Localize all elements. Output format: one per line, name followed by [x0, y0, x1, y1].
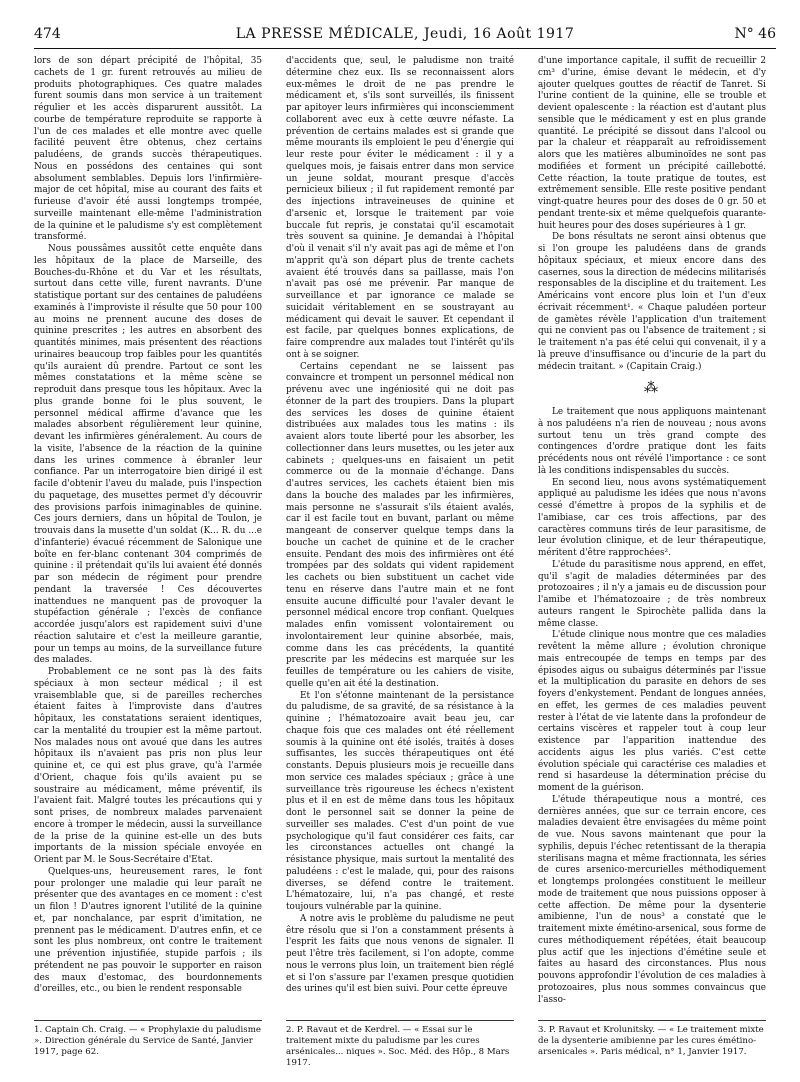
paragraph: A notre avis le problème du paludisme ne peut être résolu que si l'on a constamment présents à l'esprit les faits que nous venons de signaler. Il peut l'être très facilement, si l'on adopte, comme nous le verrons plus loin, un traitement bien réglé et si l'on s'assure par l'examen presque quotidien des urines qu'il est bien suivi. Pour cette épreuve: [286, 913, 514, 995]
paragraph: L'étude du parasitisme nous apprend, en effet, qu'il s'agit de maladies déterminées par des protozoaires ; il n'y a jamais eu de discussion pour l'amibe et l'hématozoaire ; de très nombreux auteurs rangent le Spirochète pallida dans la même classe.: [538, 559, 766, 629]
paragraph: d'une importance capitale, il suffit de recueillir 2 cm³ d'urine, émise devant le médecin, et d'y ajouter quelques gouttes de réactif de Tanret. Si l'urine contient de la quinine, elle se trouble et devient opalescente : la réaction est d'autant plus sensible que le médicament y est en plus grande quantité. Le précipité se dissout dans l'alcool ou par la chaleur et réapparaît au refroidissement alors que les matières albuminoïdes ne sont pas modifiées et forment un précipité caillebotté. Cette réaction, la toute pratique de toutes, est extrêmement sensible. Elle reste positive pendant vingt-quatre heures pour des doses de 0 gr. 50 et pendant trente-six et même quelquefois quarante-huit heures pour des doses supérieures à 1 gr.: [538, 56, 766, 231]
paragraph: Nous poussâmes aussitôt cette enquête dans les hôpitaux de la place de Marseille, des Bouches-du-Rhône et du Var et les résultats, surtout dans cette ville, furent navrants. D'une statistique portant sur des centaines de paludéens examinés à l'improviste il résulte que 50 pour 100 au moins ne prennent aucune des doses de quinine prescrites ; les autres en absorbent des quantités minimes, mais présentent des réactions urinaires beaucoup trop faibles pour les quantités qu'ils auraient dû prendre. Partout ce sont les mêmes constatations et la même scène se reproduit dans presque tous les hôpitaux. Avec la plus grande bonne foi le plus souvent, le personnel médical affirme d'avance que les malades absorbent régulièrement leur quinine, devant les infirmières généralement. Au cours de la visite, l'absence de la réaction de la quinine dans les urines commence à ébranler leur confiance. Par un interrogatoire bien dirigé il est facile d'obtenir l'aveu du malade, puis l'inspection du paquetage, des musettes permet d'y découvrir des provisions parfois inimaginables de quinine. Ces jours derniers, dans un hôpital de Toulon, je trouvais dans la musette d'un soldat (K... R. du ...e d'infanterie) évacué récemment de Salonique une boîte en fer-blanc contenant 304 comprimés de quinine : il prétendait qu'ils lui avaient été donnés par son médecin de régiment pour prendre pendant la traversée ! Ces découvertes inattendues ne manquent pas de provoquer la stupéfaction générale ; l'excès de confiance accordée jusqu'alors est rapidement suivi d'une réaction salutaire et c'est la meilleure garantie, pour un temps au moins, de la surveillance future des malades.: [34, 244, 262, 666]
page-number: 474: [34, 26, 61, 42]
section-separator: ⁂: [644, 380, 660, 397]
running-header: [34, 22, 776, 49]
paragraph: En second lieu, nous avons systématiquement appliqué au paludisme les idées que nous n'avons cessé d'émettre à propos de la syphilis et de l'amibiase, car ces trois affections, par des caractères communs tirés de leur parasitisme, de leur évolution clinique, et de leur thérapeutique, méritent d'être rapprochées².: [538, 477, 766, 558]
footnote-3: 3. P. Ravaut et Krolunitsky. — « Le traitement mixte de la dysenterie amibienne par les cures émétino-arsenicales ». Paris médical, n° 1, Janvier 1917.: [538, 1020, 766, 1058]
paragraph: lors de son départ précipité de l'hôpital, 35 cachets de 1 gr. furent retrouvés au milieu de produits photographiques. Ces quatre malades furent soumis dans mon service à un traitement régulier et les accès disparurent aussitôt. La courbe de température reproduite se rapporte à l'un de ces malades et elle montre avec quelle facilité peuvent être obtenus, chez certains paludéens, de grands succès thérapeutiques. Nous en possédons des centaines qui sont absolument semblables. Depuis lors l'infirmière-major de cet hôpital, mise au courant des faits et furieuse d'avoir été aussi longtemps trompée, surveille maintenant elle-même l'administration de la quinine et le paludisme s'y est complètement transformé.: [34, 56, 262, 243]
paragraph: L'étude thérapeutique nous a montré, ces dernières années, que sur ce terrain encore, ces maladies devaient être envisagées du même point de vue. Nous savons maintenant que pour la syphilis, depuis l'échec retentissant de la therapia sterilisans magna et même fractionnata, les séries de cures arsenico-mercurielles méthodiquement et longtemps prolongées constituent le meilleur mode de traitement que nous puissions opposer à cette affection. De même pour la dysenterie amibienne, l'un de nous³ a constaté que le traitement mixte émétino-arsenical, sous forme de cures méthodiquement répétées, était beaucoup plus actif que les injections d'émétine seule et faites au hasard des circonstances. Plus nous pouvons approfondir l'évolution de ces maladies à protozoaires, plus nous sommes convaincus que l'asso-: [538, 794, 766, 1005]
issue-number: N° 46: [734, 26, 776, 42]
paragraph: Et l'on s'étonne maintenant de la persistance du paludisme, de sa gravité, de sa résistance à la quinine ; l'hématozoaire avait beau jeu, car chaque fois que ces malades ont été réellement soumis à la quinine ont été isolés, traités à doses suffisantes, les succès thérapeutiques ont été constants. Depuis plusieurs mois je recueille dans mon service ces malades spéciaux ; grâce à une surveillance très rigoureuse les échecs n'existent plus et il en est de même dans tous les hôpitaux dont le personnel sait se donner la peine de surveiller ses malades. C'est d'un point de vue psychologique qu'il faut considérer ces faits, car les circonstances actuelles ont changé la résistance physique, mais surtout la mentalité des paludéens : c'est le malade, qui, pour des raisons diverses, se défend contre le traitement. L'hématozaire, lui, n'a pas changé, et reste toujours vulnérable par la quinine.: [286, 690, 514, 912]
paragraph: Probablement ce ne sont pas là des faits spéciaux à mon secteur médical ; il est vraisemblable que, si de pareilles recherches étaient faites à l'improviste dans d'autres hôpitaux, les constatations seraient identiques, car la mentalité du troupier est la même partout. Nos malades nous ont avoué que dans les autres hôpitaux ils n'avaient pas pris non plus leur quinine et, ce qui est plus grave, qu'à l'armée d'Orient, chaque fois qu'ils avaient pu se soustraire au médicament, même préventif, ils l'avaient fait. Malgré toutes les précautions qui y sont prises, de nombreux malades parvenaient encore à tromper le médecin, aussi la surveillance de la prise de la quinine est-elle un des buts importants de la mission spéciale envoyée en Orient par M. le Sous-Secrétaire d'Etat.: [34, 667, 262, 865]
column-1: [34, 56, 262, 996]
journal-title: LA PRESSE MÉDICALE, Jeudi, 16 Août 1917: [235, 26, 575, 42]
paragraph: De bons résultats ne seront ainsi obtenus que si l'on groupe les paludéens dans de grands hôpitaux spéciaux, et mieux encore dans des casernes, sous la direction de médecins militarisés responsables de la discipline et du traitement. Les Américains vont encore plus loin et l'un d'eux écrivait récemment¹. « Chaque paludéen porteur de gamètes révèle l'application d'un traitement qui ne convient pas ou l'absence de traitement ; si le traitement n'a pas été celui qui convenait, il y a là preuve d'insuffisance ou d'incurie de la part du médecin traitant. » (Capitain Craig.): [538, 232, 766, 372]
paragraph: Certains cependant ne se laissent pas convaincre et trompent un personnel médical non prévenu avec une ingéniosité qui ne doit pas étonner de la part des troupiers. Dans la plupart des services les doses de quinine étaient distribuées aux malades tous les matins : ils avaient alors toute liberté pour les absorber, les collectionner dans leurs musettes, ou les jeter aux cabinets ; quelques-uns en faisaient un petit commerce ou de la monnaie d'échange. Dans d'autres services, les cachets étaient bien mis dans la bouche des malades par les infirmières, mais personne ne s'assurait s'ils étaient avalés, car il est facile tout en buvant, parlant ou même mangeant de conserver quelque temps dans la bouche un cachet de quinine et de le cracher ensuite. Pendant des mois des infirmières ont été trompées par des soldats qui vident rapidement les cachets ou bien substituent un cachet vide tenu en réserve dans l'autre main et ne font ensuite aucune difficulté pour l'avaler devant le personnel médical encore trop confiant. Quelques malades enfin vomissent volontairement ou involontairement leur quinine absorbée, mais, comme dans les cas précédents, la quantité prescrite par les médecins est marquée sur les feuilles de température ou les cahiers de visite, quelle qu'en ait été la destination.: [286, 361, 514, 689]
column-2: [286, 56, 514, 996]
paragraph: L'étude clinique nous montre que ces maladies revêtent la même allure ; évolution chronique mais entrecoupée de temps en temps par des épisodes aigus ou subaigus déterminés par l'issue et la multiplication du parasite en dehors de ses foyers d'enkystement. Pendant de longues années, en effet, les germes de ces maladies peuvent rester à l'état de vie latente dans la profondeur de certains viscères et rappeler tout à coup leur existence par l'apparition inattendue des accidents aigus les plus variés. C'est cette évolution spéciale qui caractérise ces maladies et rend si hasardeuse la détermination précise du moment de la guérison.: [538, 630, 766, 793]
paragraph: Le traitement que nous appliquons maintenant à nos paludéens n'a rien de nouveau ; nous avons surtout tenu un très grand compte des contingences d'ordre pratique dont les faits précédents nous ont révélé l'importance : ce sont là les conditions indispensables du succès.: [538, 407, 766, 476]
column-3: [538, 56, 766, 1006]
paragraph: Quelques-uns, heureusement rares, le font pour prolonger une maladie qui leur paraît ne présenter que des avantages en ce moment : c'est un filon ! D'autres ignorent l'utilité de la quinine et, par nonchalance, par esprit d'imitation, ne prennent pas le médicament. D'autres enfin, et ce sont les plus nombreux, ont contre le traitement une prévention injustifiée, stupide parfois ; ils prétendent ne pas pouvoir le supporter en raison des maux d'estomac, des bourdonnements d'oreilles, etc., ou bien le rendent responsable: [34, 866, 262, 995]
footnote-2: 2. P. Ravaut et de Kerdrel. — « Essai sur le traitement mixte du paludisme par les cures arsénicales... niques ». Soc. Méd. des Hôp., 8 Mars 1917.: [286, 1020, 514, 1069]
paragraph: d'accidents que, seul, le paludisme non traité détermine chez eux. Ils se reconnaissent alors eux-mêmes le droit de ne pas prendre le médicament et, s'ils sont surveillés, ils finissent par apitoyer leurs infirmières qui inconsciemment collaborent avec eux à cette œuvre néfaste. La prévention de certains malades est si grande que même mourants ils emploient le peu d'énergie qui leur reste pour éviter le médicament : il y a quelques mois, je faisais entrer dans mon service un jeune soldat, mourant presque d'accès pernicieux bilieux ; il fut rapidement remonté par des injections intraveineuses de quinine et d'arsenic et, lorsque le traitement par voie buccale fut repris, je constatai qu'il escamotait très souvent sa quinine. Je demandai à l'hôpital d'où il venait s'il n'y avait pas agi de même et l'on m'apprit qu'à son départ plus de trente cachets avaient été trouvés dans sa paillasse, mais l'on n'avait pas osé me prévenir. Par manque de surveillance et par ignorance ce malade se suicidait véritablement en se soustrayant au médicament qui devait le sauver. Et cependant il est facile, par quelques bonnes explications, de faire comprendre aux malades tout l'intérêt qu'ils ont à se soigner.: [286, 56, 514, 360]
footnote-1: 1. Captain Ch. Craig. — « Prophylaxie du paludisme ». Direction générale du Service de Santé, Janvier 1917, page 62.: [34, 1020, 262, 1058]
